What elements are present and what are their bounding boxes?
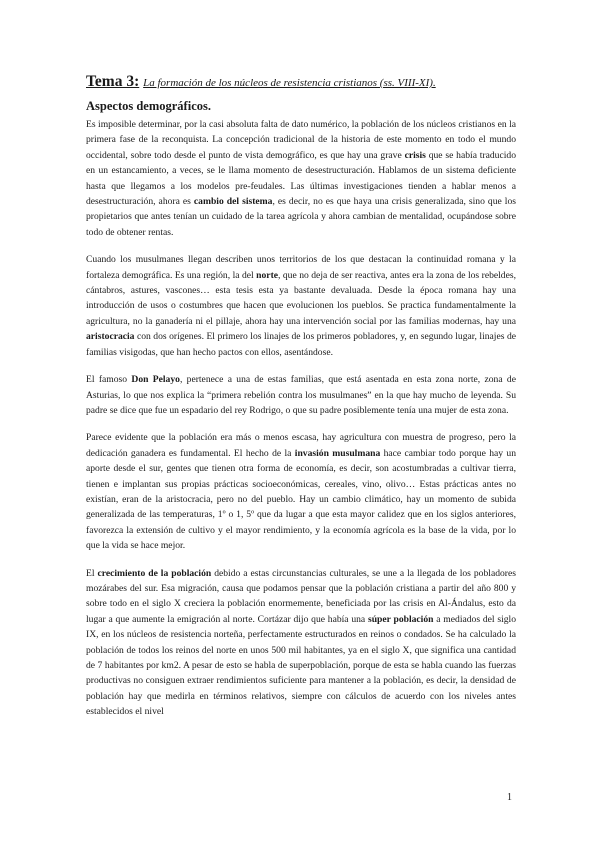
title-label: Tema 3: (86, 73, 140, 90)
bold-term: Don Pelayo (131, 374, 180, 386)
section-heading: Aspectos demográficos. (86, 99, 211, 113)
paragraph: Parece evidente que la población era más o menos escasa, hay agricultura con muestra de progreso, pero la dedicación ganadera es fundamental. El hecho de la invasión musulmana hace cambiar todo porque hay un aporte desde el sur, gentes que tienen otra forma de economía, es decir, son acostumbradas a cultivar tierra, tienen e implantan sus propias prácticas socioeconómicas, cereales, vino, olivo… Estas prácticas antes no existían, eran de la aristocracia, pero no del pueblo. Hay un cambio climático, hay un momento de subida generalizada de las temperaturas, 1º o 1, 5º que da lugar a que esta mayor calidez que en los siglos anteriores, favorezca la extensión de cultivo y el mayor rendimiento, y la economía agrícola es la base de la vida, por lo que la vida se hace mejor. (86, 432, 516, 552)
bold-term: aristocracia (86, 331, 135, 343)
page-number: 1 (507, 792, 512, 803)
bold-term: crisis (404, 149, 426, 161)
document-body (86, 117, 516, 732)
paragraph: El crecimiento de la población debido a estas circunstancias culturales, se une a la llegada de los pobladores mozárabes del sur. Esa migración, causa que podamos pensar que la población cristiana a partir del año 800 y sobre todo en el siglo X creciera la población enormemente, beneficiada por las crisis en Al-Ándalus, esto da lugar a que aumente la emigración al norte. Cortázar dijo que había una súper población a mediados del siglo IX, en los núcleos de resistencia norteña, perfectamente estructurados en reinos o condados. Se ha calculado la población de todos los reinos del norte en unos 500 mil habitantes, ya en el siglo X, que significa una cantidad de 7 habitantes por km2. A pesar de esto se habla de superpoblación, porque de esta se habla cuando las fuerzas productivas no consiguen extraer rendimientos suficiente para mantener a la población, es decir, la densidad de población hay que medirla en términos relativos, siempre con cálculos de acuerdo con los niveles antes establecidos el nivel (86, 567, 516, 718)
bold-term: cambio del sistema (193, 196, 273, 208)
document-title (86, 72, 526, 93)
paragraph: Es imposible determinar, por la casi absoluta falta de dato numérico, la población de los núcleos cristianos en la primera fase de la reconquista. La concepción tradicional de la historia de este momento en todo el mundo occidental, sobre todo desde el punto de vista demográfico, es que hay una grave crisis que se había traducido en un estancamiento, a veces, se le llama momento de desestructuración. Hablamos de un sistema deficiente hasta que llegamos a los modelos pre-feudales. Las últimas investigaciones tienden a hablar menos a desestructuración, ahora es cambio del sistema, es decir, no es que haya una crisis generalizada, sino que los propietarios que antes tenían un cuidado de la tarea agrícola y ahora cambian de mentalidad, ocupándose sobre todo de obtener rentas. (86, 119, 516, 238)
title-text: La formación de los núcleos de resistencia cristianos (ss. VIII-XI). (143, 77, 436, 89)
paragraph: Cuando los musulmanes llegan describen unos territorios de los que destacan la continuidad romana y la fortaleza demográfica. Es una región, la del norte, que no deja de ser reactiva, antes era la zona de los rebeldes, cántabros, astures, vascones… esta tesis esta ya bastante devaluada. Desde la época romana hay una introducción de usos o costumbres que hacen que evolucionen los pueblos. Se practica fundamentalmente la agricultura, no la ganadería ni el pillaje, ahora hay una intervención social por las familias modernas, hay una aristocracia con dos orígenes. El primero los linajes de los primeros pobladores, y, en segundo lugar, linajes de familias visigodas, que han hecho pactos con ellos, asentándose. (86, 254, 516, 358)
paragraph: El famoso Don Pelayo, pertenece a una de estas familias, que está asentada en esta zona norte, zona de Asturias, lo que nos explica la “primera rebelión contra los musulmanes” en la que hay mucho de leyenda. Su padre se dice que fue un espadario del rey Rodrigo, o que su padre posiblemente tenía una mujer de esta zona. (86, 374, 516, 416)
bold-term: invasión musulmana (294, 447, 381, 459)
bold-term: súper población (367, 613, 434, 625)
bold-term: crecimiento de la población (97, 567, 212, 579)
bold-term: norte (256, 269, 279, 281)
